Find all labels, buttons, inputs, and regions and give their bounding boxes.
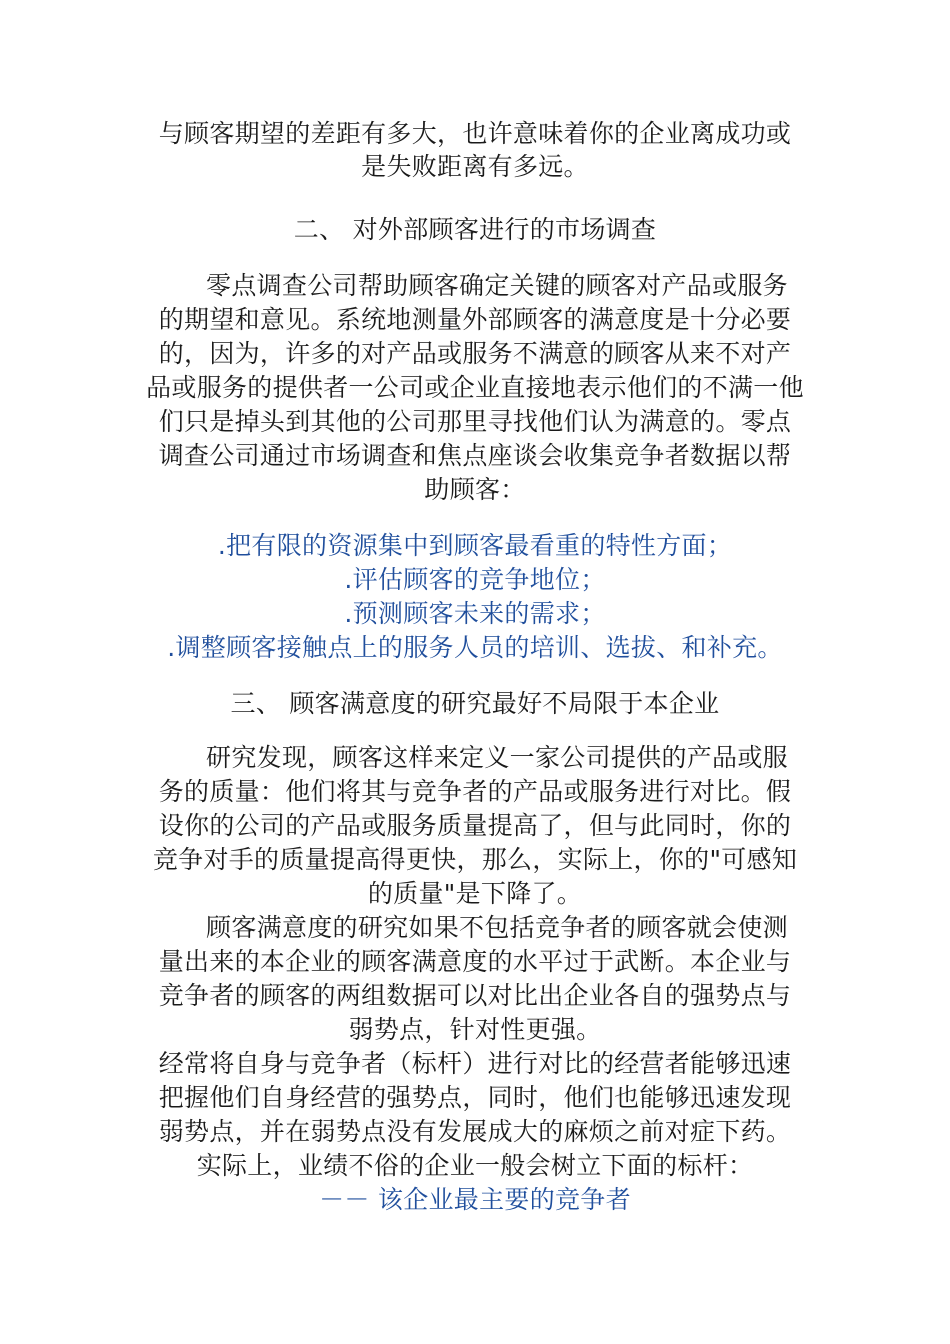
body-text-line: 的，因为，许多的对产品或服务不满意的顾客从来不对产	[158, 339, 792, 368]
body-text-line: 经常将自身与竞争者（标杆）进行对比的经营者能够迅速	[158, 1049, 792, 1078]
body-text-line: 把握他们自身经营的强势点，同时，他们也能够迅速发现	[158, 1083, 792, 1112]
section-heading-3: 三、 顾客满意度的研究最好不局限于本企业	[230, 689, 720, 718]
body-text-line: 品或服务的提供者一公司或企业直接地表示他们的不满一他	[146, 373, 804, 402]
body-text-line: 量出来的本企业的顾客满意度的水平过于武断。本企业与	[158, 947, 792, 976]
body-text-line: 与顾客期望的差距有多大，也许意味着你的企业离成功或	[158, 119, 792, 148]
body-text-line: 的质量"是下降了。	[367, 879, 583, 908]
paragraph-indent-line: 顾客满意度的研究如果不包括竞争者的顾客就会使测	[206, 913, 788, 942]
benchmark-item: －－ 该企业最主要的竞争者	[319, 1185, 631, 1214]
body-text-line: 弱势点，并在弱势点没有发展成大的麻烦之前对症下药。	[158, 1117, 792, 1146]
bullet-item: .评估顾客的竞争地位；	[344, 565, 606, 594]
paragraph-indent-line: 研究发现，顾客这样来定义一家公司提供的产品或服	[206, 743, 788, 772]
bullet-item: .调整顾客接触点上的服务人员的培训、选拔、和补充。	[167, 633, 783, 662]
body-text-line: 实际上，业绩不俗的企业一般会树立下面的标杆：	[196, 1151, 754, 1180]
bullet-item: .预测顾客未来的需求；	[344, 599, 606, 628]
body-text-line: 务的质量：他们将其与竞争者的产品或服务进行对比。假	[158, 777, 792, 806]
body-text-line: 竞争者的顾客的两组数据可以对比出企业各自的强势点与	[158, 981, 792, 1010]
paragraph-indent-line: 零点调查公司帮助顾客确定关键的顾客对产品或服务	[206, 271, 788, 300]
body-text-line: 弱势点，针对性更强。	[348, 1015, 602, 1044]
body-text-line: 的期望和意见。系统地测量外部顾客的满意度是十分必要	[158, 305, 792, 334]
body-text-line: 助顾客：	[424, 475, 526, 504]
body-text-line: 调查公司通过市场调查和焦点座谈会收集竞争者数据以帮	[158, 441, 792, 470]
body-text-line: 设你的公司的产品或服务质量提高了，但与此同时，你的	[158, 811, 792, 840]
body-text-line: 是失败距离有多远。	[361, 152, 589, 181]
body-text-line: 竞争对手的质量提高得更快，那么，实际上，你的"可感知	[152, 845, 798, 874]
section-heading-2: 二、 对外部顾客进行的市场调查	[293, 215, 657, 244]
bullet-item: .把有限的资源集中到顾客最看重的特性方面；	[217, 531, 733, 560]
body-text-line: 们只是掉头到其他的公司那里寻找他们认为满意的。零点	[158, 407, 792, 436]
